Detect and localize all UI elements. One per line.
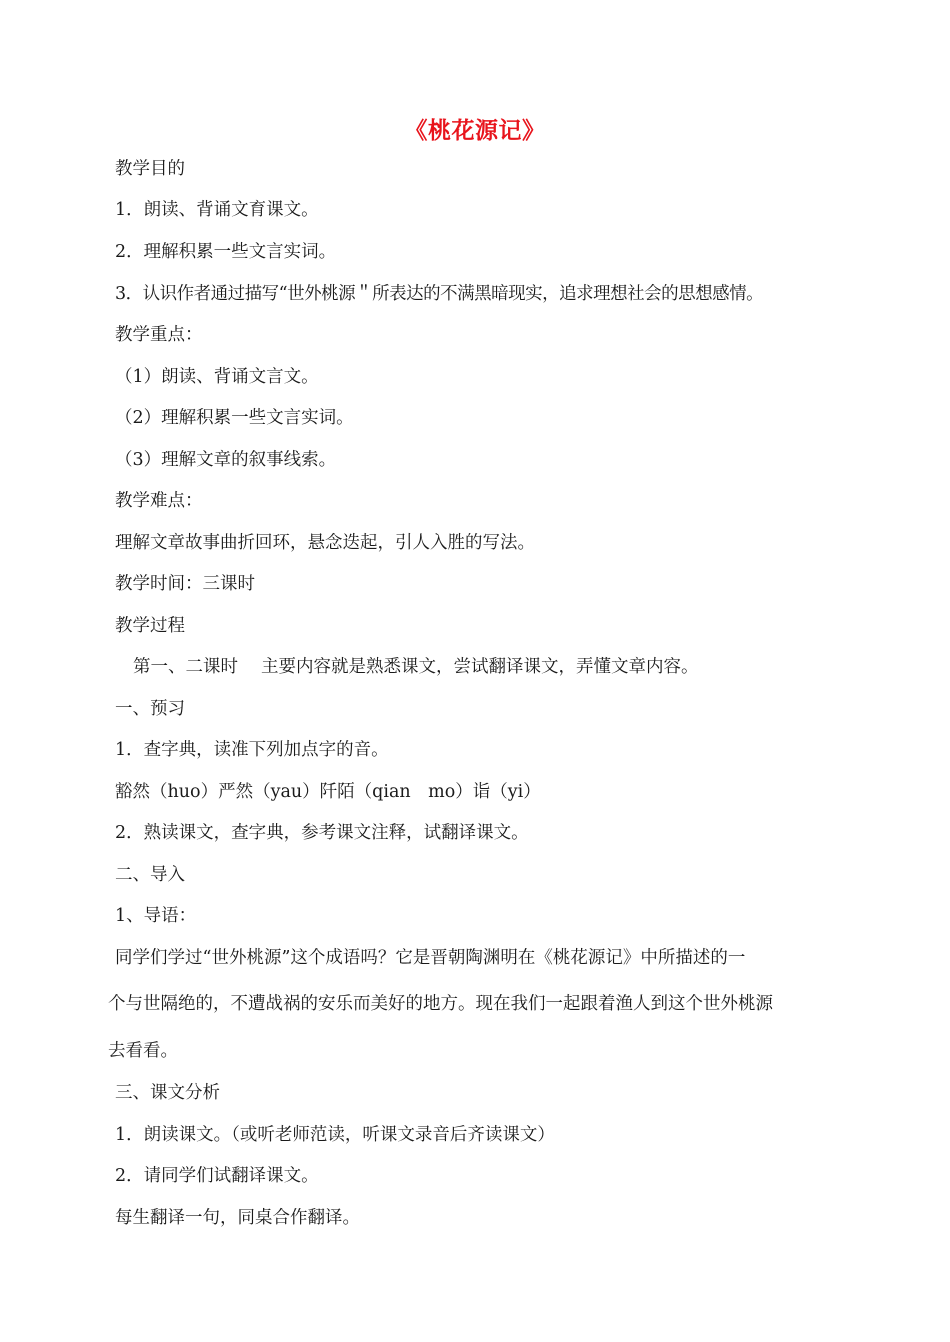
goal-item-3: 3．认识作者通过描写“世外桃源＂所表达的不满黑暗现实，追求理想社会的思想感情。 [115,284,764,304]
key-point-2: （2）理解积累一些文言实词。 [115,408,354,428]
analysis-note: 每生翻译一句，同桌合作翻译。 [115,1208,360,1228]
document-title: 《桃花源记》 [404,118,546,144]
intro-item-1: 1、导语： [115,906,197,926]
lesson-1-2-summary: 第一、二课时 主要内容就是熟悉课文，尝试翻译课文，弄懂文章内容。 [133,657,699,677]
heading-difficulties: 教学难点： [115,491,203,511]
difficulty-text: 理解文章故事曲折回环，悬念迭起，引人入胜的写法。 [115,533,535,553]
heading-process: 教学过程 [115,616,185,636]
key-point-3: （3）理解文章的叙事线索。 [115,450,337,470]
heading-teaching-goals: 教学目的 [115,159,185,179]
key-point-1: （1）朗读、背诵文言文。 [115,367,319,387]
goal-item-2: 2．理解积累一些文言实词。 [115,242,337,262]
goal-item-1: 1．朗读、背诵文育课文。 [115,200,319,220]
preview-item-1: 1．查字典，读准下列加点字的音。 [115,740,389,760]
analysis-item-1: 1．朗读课文。（或听老师范读，听课文录音后齐读课文） [115,1125,555,1145]
section-text-analysis: 三、课文分析 [115,1083,220,1103]
intro-paragraph-line-1: 同学们学过“世外桃源”这个成语吗？它是晋朝陶渊明在《桃花源记》中所描述的一 [115,948,746,968]
teaching-time: 教学时间：三课时 [115,574,255,594]
section-introduction: 二、导入 [115,865,185,885]
heading-key-points: 教学重点： [115,325,203,345]
intro-paragraph-line-3: 去看看。 [108,1041,178,1061]
pronunciation-list: 豁然（huo）严然（yau）阡陌（qian mo）诣（yi） [115,782,541,802]
section-preview: 一、预习 [115,699,185,719]
analysis-item-2: 2．请同学们试翻译课文。 [115,1166,319,1186]
intro-paragraph-line-2: 个与世隔绝的，不遭战祸的安乐而美好的地方。现在我们一起跟着渔人到这个世外桃源 [108,994,773,1014]
preview-item-2: 2．熟读课文，查字典，参考课文注释，试翻译课文。 [115,823,529,843]
